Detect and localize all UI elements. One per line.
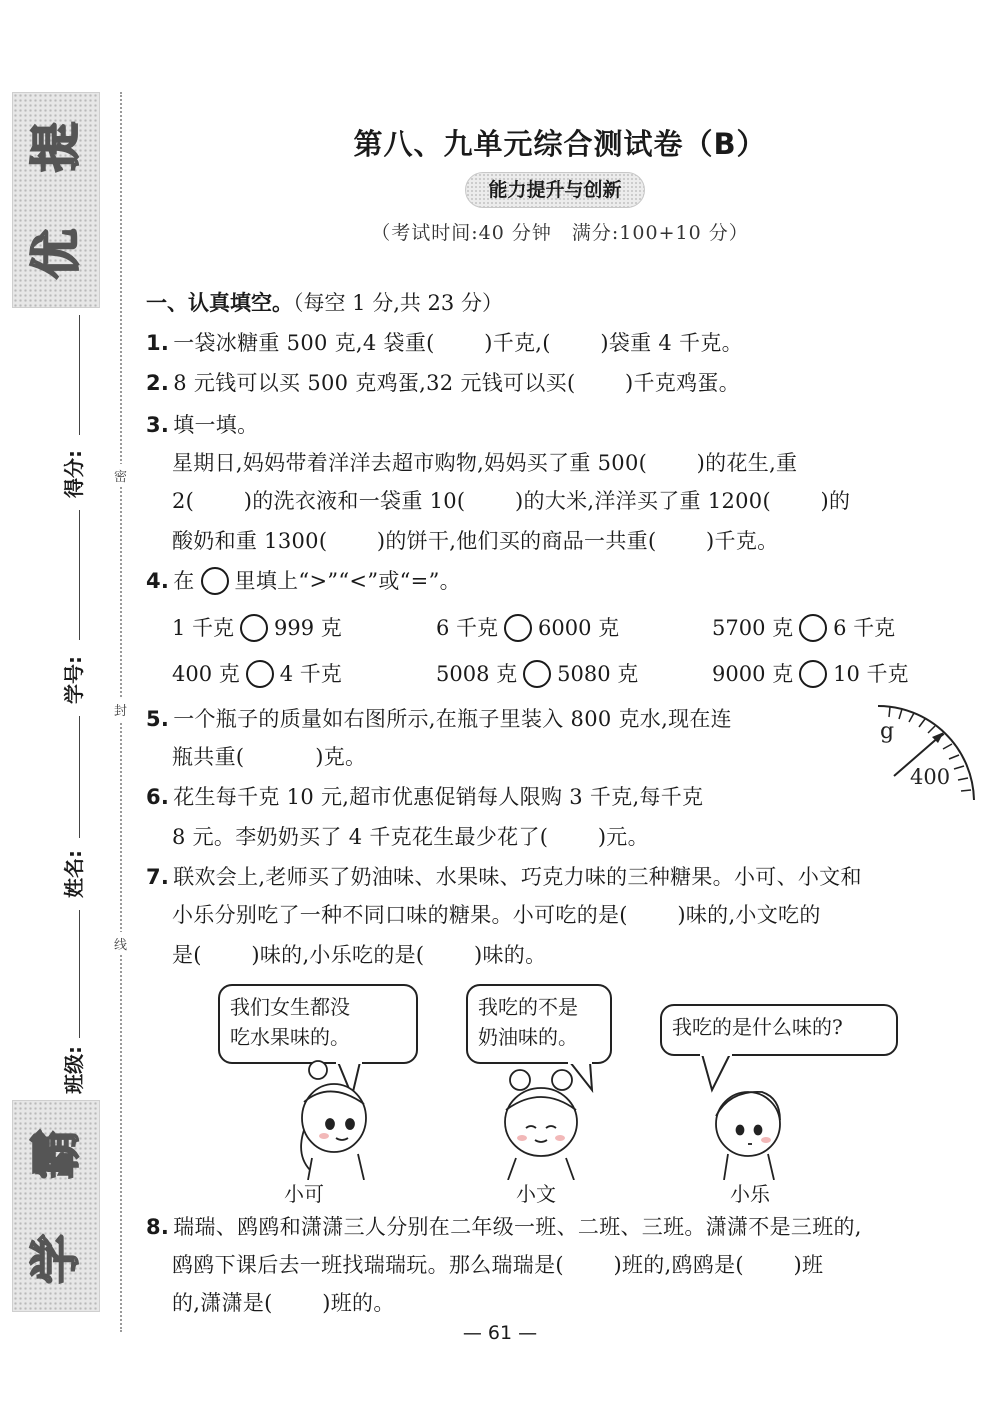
answer-circle[interactable] <box>246 660 274 688</box>
question-4-suffix: 里填上“>”“<”或“=”。 <box>234 569 461 593</box>
kids-illustration <box>200 1040 940 1180</box>
compare-item <box>712 612 895 644</box>
compare-left: 400 克 <box>172 662 240 686</box>
badge-bottom-char-1: 霸 <box>27 1128 85 1179</box>
question-8-line-3: 的,潇潇是( )班的。 <box>172 1291 395 1315</box>
compare-circle-icon <box>201 567 229 595</box>
speech-line: 我们女生都没 <box>230 995 350 1019</box>
compare-right: 4 千克 <box>279 662 342 686</box>
question-3-line-3: 酸奶和重 1300( )的饼干,他们买的商品一共重( )千克。 <box>172 529 779 553</box>
badge-top-char-1: 提 <box>27 121 85 172</box>
badge-bottom-char-2: 学 <box>27 1233 85 1284</box>
question-3-line-2: 2( )的洗衣液和一袋重 10( )的大米,洋洋买了重 1200( )的 <box>172 489 851 513</box>
kid-name-xiaole: 小乐 <box>730 1182 770 1206</box>
seal-mark-xian: 线 <box>114 932 127 955</box>
question-3 <box>146 410 258 440</box>
student-id-field-line <box>79 510 80 640</box>
question-2-text: 8 元钱可以买 500 克鸡蛋,32 元钱可以买( )千克鸡蛋。 <box>173 371 741 395</box>
question-2 <box>146 368 740 398</box>
section-heading <box>146 288 503 318</box>
badge-top <box>12 92 100 308</box>
question-5 <box>146 704 732 734</box>
question-3-line-1: 星期日,妈妈带着洋洋去超市购物,妈妈买了重 500( )的花生,重 <box>172 451 798 475</box>
badge-top-char-2: 优 <box>27 228 85 279</box>
compare-left: 9000 克 <box>712 662 794 686</box>
compare-right: 10 千克 <box>833 662 909 686</box>
question-8 <box>146 1212 862 1242</box>
compare-left: 5700 克 <box>712 616 794 640</box>
compare-right: 5080 克 <box>557 662 639 686</box>
question-8-line-1: 瑞瑞、鸥鸥和潇潇三人分别在二年级一班、二班、三班。潇潇不是三班的, <box>173 1215 862 1239</box>
question-4-prefix: 在 <box>173 569 195 593</box>
answer-circle[interactable] <box>799 660 827 688</box>
question-3-number: 3. <box>146 413 170 437</box>
bubble-tail-xiaole <box>702 1054 730 1090</box>
question-8-line-2: 鸥鸥下课后去一班找瑞瑞玩。那么瑞瑞是( )班的,鸥鸥是( )班 <box>172 1253 824 1277</box>
question-7-number: 7. <box>146 865 170 889</box>
question-1 <box>146 328 743 358</box>
question-5-line-1: 一个瓶子的质量如右图所示,在瓶子里装入 800 克水,现在连 <box>173 707 732 731</box>
compare-item <box>172 612 342 644</box>
exam-info: （考试时间:40 分钟 满分:100+10 分） <box>371 222 749 244</box>
compare-left: 5008 克 <box>436 662 518 686</box>
speech-line: 奶油味的。 <box>478 1025 578 1049</box>
question-6-line-2: 8 元。李奶奶买了 4 千克花生最少花了( )元。 <box>172 825 649 849</box>
compare-right: 6 千克 <box>833 616 896 640</box>
scale-dial-figure <box>858 700 978 800</box>
question-7 <box>146 862 862 892</box>
boy-xiaole-icon <box>716 1092 780 1180</box>
compare-right: 6000 克 <box>538 616 620 640</box>
compare-item <box>436 658 638 690</box>
page-title: 第八、九单元综合测试卷（B） <box>353 127 767 161</box>
question-5-number: 5. <box>146 707 170 731</box>
answer-circle[interactable] <box>240 614 268 642</box>
bubble-tail-xiaowen <box>570 1062 592 1090</box>
student-id-field-label: 学号: <box>62 656 86 704</box>
compare-left: 6 千克 <box>436 616 499 640</box>
girl-xiaowen-icon <box>505 1070 577 1180</box>
question-3-text: 填一填。 <box>173 413 259 437</box>
subtitle-badge: 能力提升与创新 <box>465 172 645 208</box>
question-5-line-2: 瓶共重( )克。 <box>172 745 367 769</box>
question-7-line-3: 是( )味的,小乐吃的是( )味的。 <box>172 943 547 967</box>
question-6-number: 6. <box>146 785 170 809</box>
kid-name-xiaoke: 小可 <box>284 1182 324 1206</box>
name-field-label: 姓名: <box>62 850 86 898</box>
compare-item <box>712 658 909 690</box>
name-field-line <box>79 716 80 838</box>
question-8-number: 8. <box>146 1215 170 1239</box>
kid-name-xiaowen: 小文 <box>516 1182 556 1206</box>
speech-line: 我吃的是什么味的? <box>672 1015 843 1039</box>
speech-line: 吃水果味的。 <box>230 1025 350 1049</box>
question-7-line-1: 联欢会上,老师买了奶油味、水果味、巧克力味的三种糖果。小可、小文和 <box>173 865 862 889</box>
section-title: 一、认真填空。 <box>146 291 293 315</box>
scale-unit: g <box>880 719 895 744</box>
scale-reading: 400 <box>910 765 951 789</box>
class-field-line <box>79 910 80 1038</box>
seal-mark-feng: 封 <box>114 698 127 721</box>
question-2-number: 2. <box>146 371 170 395</box>
question-1-text: 一袋冰糖重 500 克,4 袋重( )千克,( )袋重 4 千克。 <box>173 331 743 355</box>
compare-right: 999 克 <box>274 616 342 640</box>
seal-mark-mi: 密 <box>114 464 127 487</box>
answer-circle[interactable] <box>523 660 551 688</box>
question-4 <box>146 566 461 597</box>
question-4-number: 4. <box>146 569 170 593</box>
question-6 <box>146 782 703 812</box>
compare-left: 1 千克 <box>172 616 235 640</box>
question-6-line-1: 花生每千克 10 元,超市优惠促销每人限购 3 千克,每千克 <box>173 785 704 809</box>
question-1-number: 1. <box>146 331 170 355</box>
compare-item <box>172 658 342 690</box>
question-7-line-2: 小乐分别吃了一种不同口味的糖果。小可吃的是( )味的,小文吃的 <box>172 903 821 927</box>
answer-circle[interactable] <box>504 614 532 642</box>
compare-item <box>436 612 619 644</box>
answer-circle[interactable] <box>799 614 827 642</box>
score-field-line <box>79 315 80 435</box>
class-field-label: 班级: <box>62 1046 86 1094</box>
page-number: — 61 — <box>462 1322 538 1344</box>
score-field-label: 得分: <box>62 450 86 498</box>
speech-line: 我吃的不是 <box>478 995 578 1019</box>
badge-bottom <box>12 1100 100 1312</box>
section-score-note: （每空 1 分,共 23 分） <box>293 291 503 315</box>
